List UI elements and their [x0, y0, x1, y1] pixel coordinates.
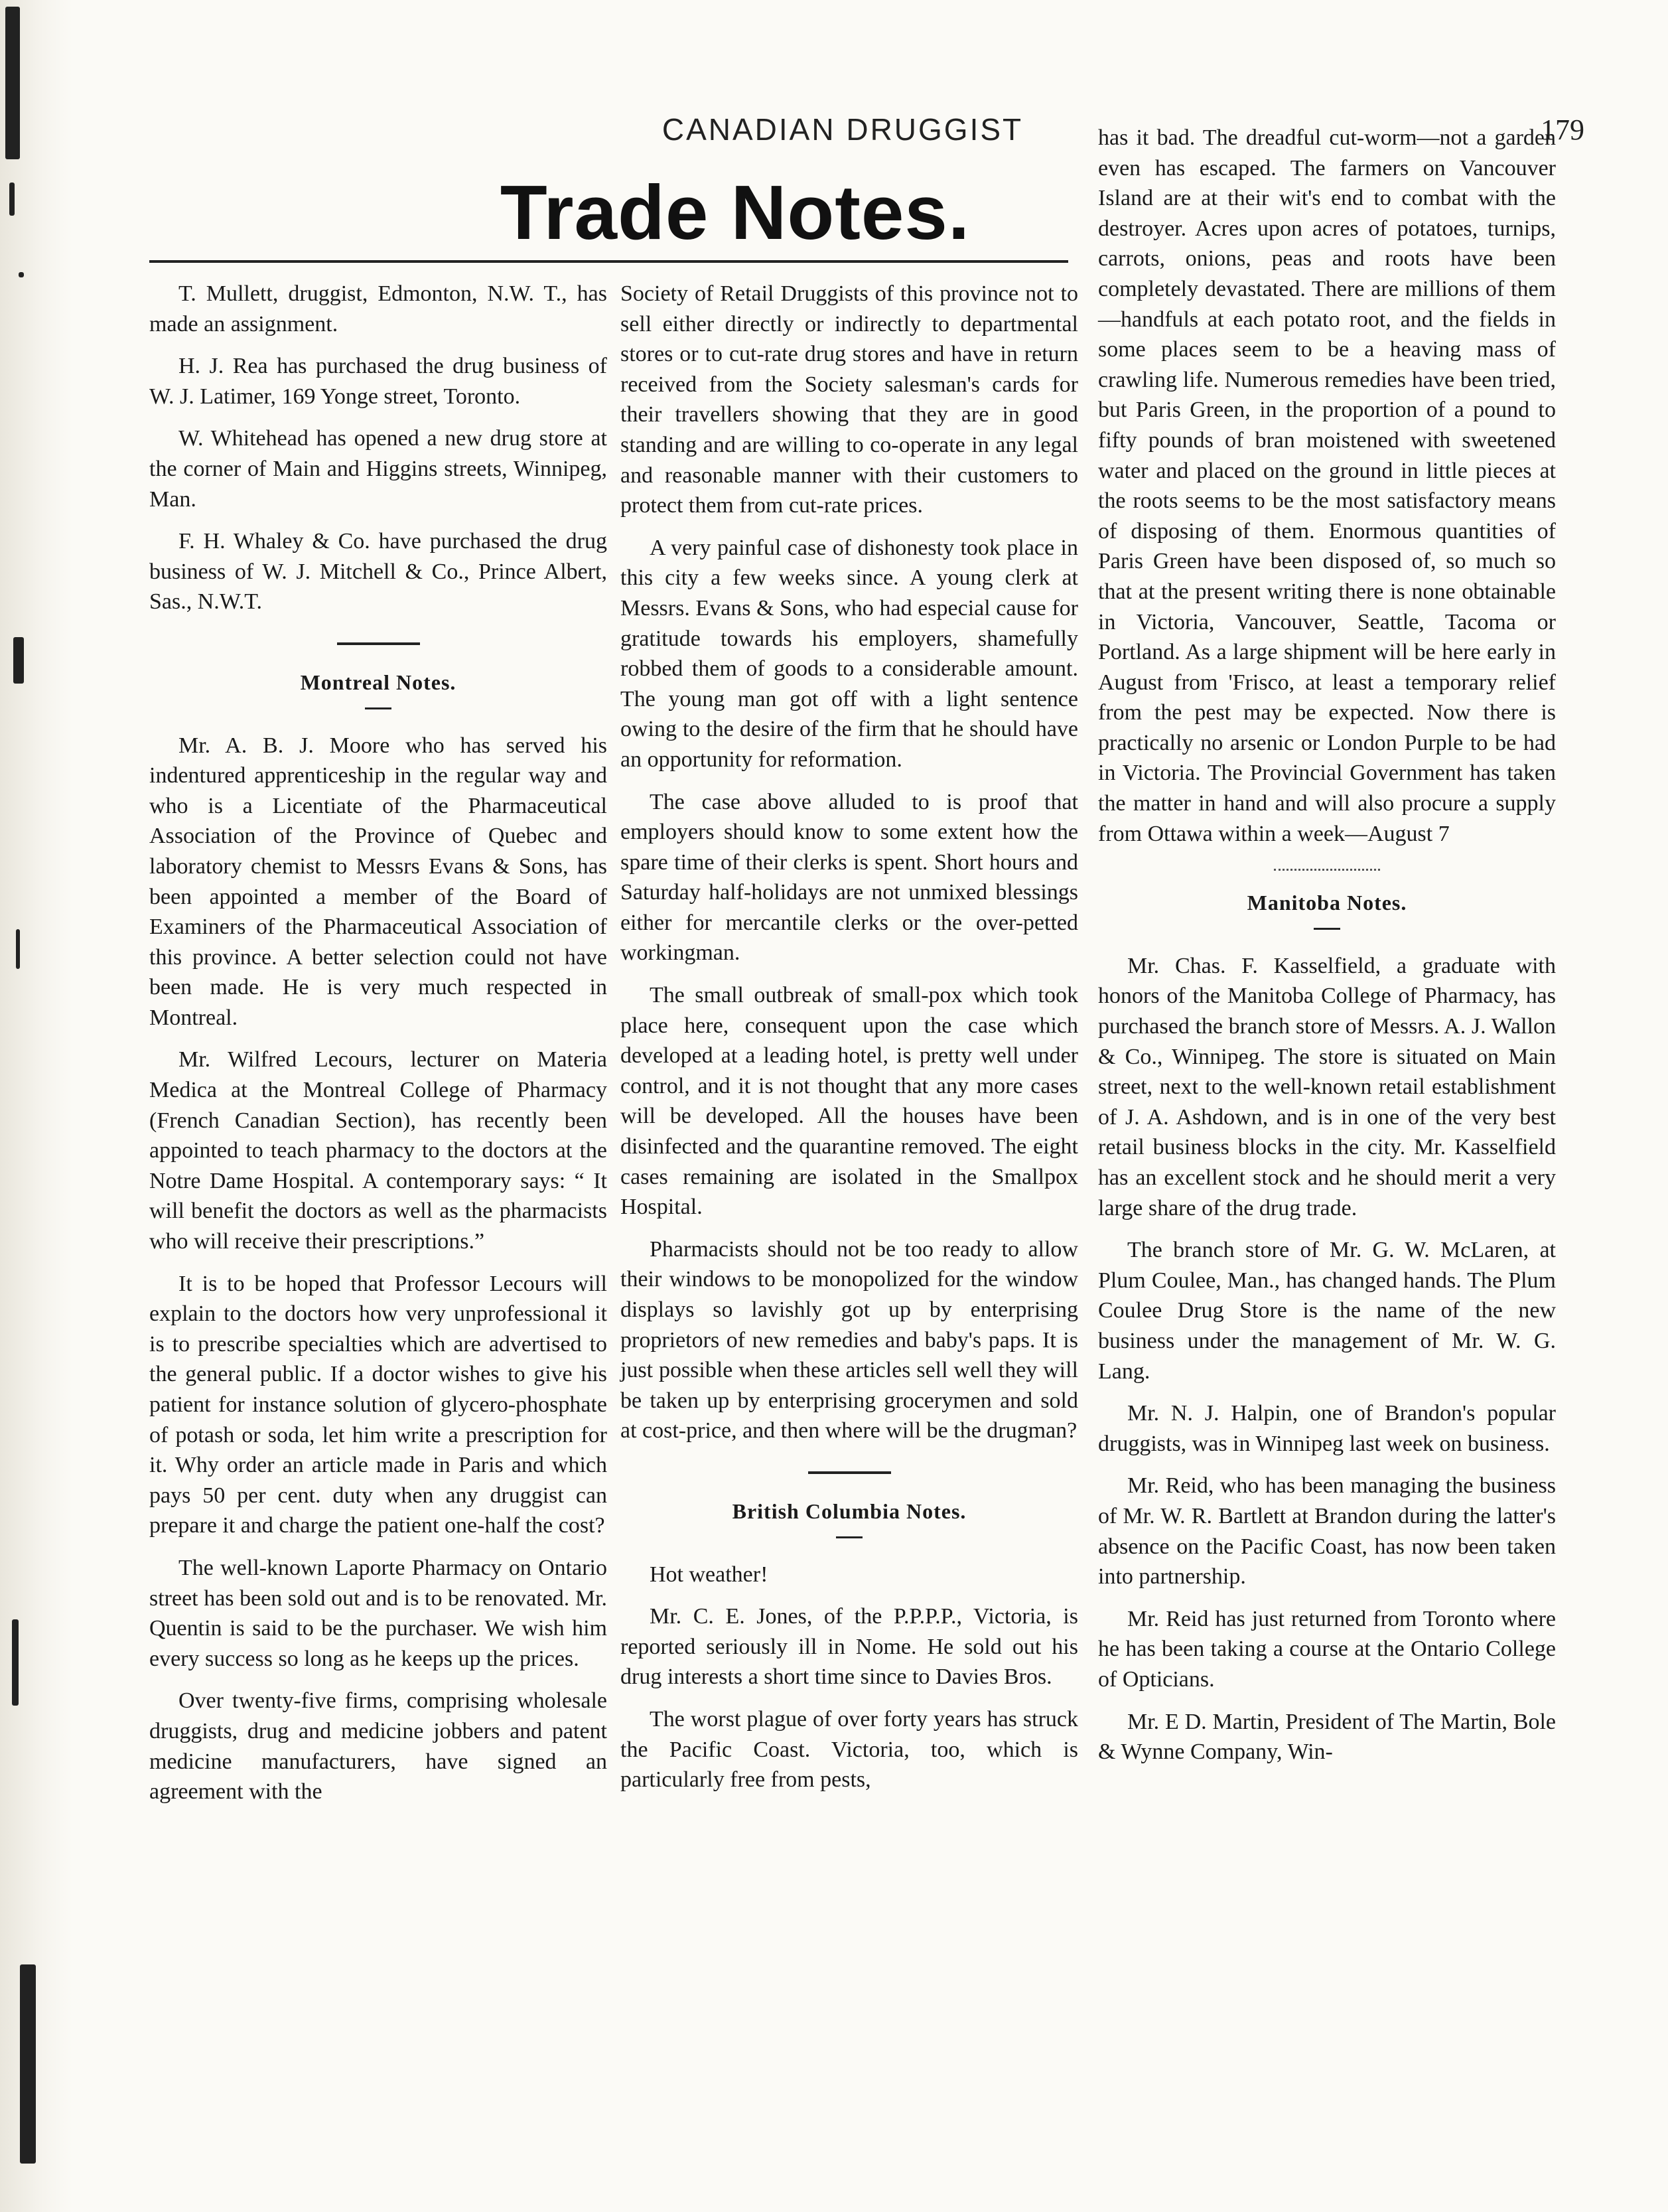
article-paragraph: Pharmacists should not be too ready to allow their windows to be monopolized for the window displays so lavishly got up by enterprising proprietors of new remedies and baby's paps. It is just possible when these articles sell well they will be taken up by enterprising grocerymen and sold at cost-price, and then where will be the drugman? [620, 1236, 1078, 1443]
edge-mark [12, 1619, 19, 1706]
edge-mark [16, 929, 20, 969]
section-divider [337, 642, 420, 645]
article-paragraph: The case above alluded to is proof that employers should know to some extent how the spare time of their clerks is spent. Short hours and Saturday half-holidays are not unmixed blessings either for mercantile clerks or the over-petted workingman. [620, 789, 1078, 966]
page-number: 179 [1541, 113, 1584, 146]
scan-edge [0, 0, 73, 2212]
article-paragraph: Hot weather! [650, 1562, 768, 1587]
article-paragraph: Mr. Reid, who has been managing the business of Mr. W. R. Bartlett at Brandon during the latter's absence on the Pacific Coast, has now been taken into partnership. [1098, 1473, 1556, 1589]
article-paragraph: H. J. Rea has purchased the drug business of W. J. Latimer, 169 Yonge street, Toronto. [149, 354, 607, 409]
article-paragraph: Mr. N. J. Halpin, one of Brandon's popular druggists, was in Winnipeg last week on business. [1098, 1401, 1556, 1456]
edge-mark [5, 7, 20, 159]
heading-dash [365, 707, 391, 709]
article-paragraph: Mr. Reid has just returned from Toronto where he has been taking a course at the Ontario College of Opticians. [1098, 1606, 1556, 1692]
article-paragraph: The well-known Laporte Pharmacy on Ontario street has been sold out and is to be renovated. Mr. Quentin is said to be the purchaser. We wish him every success so long as he keeps up the prices. [149, 1555, 607, 1671]
section-heading-british-columbia: British Columbia Notes. [732, 1499, 967, 1523]
article-paragraph: W. Whitehead has opened a new drug store at the corner of Main and Higgins streets, Winnipeg, Man. [149, 426, 607, 512]
edge-mark [19, 272, 24, 277]
article-paragraph: Mr. Wilfred Lecours, lecturer on Materia Medica at the Montreal College of Pharmacy (French Canadian Section), has recently been appointed to teach pharmacy to the doctors at the Notre Dame Hospital. A contemporary says: “ It will benefit the doctors as well as the pharmacists who will receive their prescriptions.” [149, 1047, 607, 1254]
column-2 [620, 279, 1078, 1807]
edge-mark [9, 183, 15, 216]
page-title: Trade Notes. [500, 169, 971, 256]
heading-dash [836, 1536, 863, 1538]
article-paragraph: The worst plague of over forty years has struck the Pacific Coast. Victoria, too, which is particularly free from pests, [620, 1706, 1078, 1793]
title-rule [149, 260, 1068, 263]
edge-mark [20, 1964, 36, 2164]
column-3 [1098, 123, 1556, 1779]
heading-dash [1314, 928, 1340, 930]
running-head: CANADIAN DRUGGIST [661, 112, 1024, 147]
article-paragraph: Mr. C. E. Jones, of the P.P.P.P., Victoria, is reported seriously ill in Nome. He sold out his drug interests a short time since to Davies Bros. [620, 1604, 1078, 1690]
section-divider [1274, 869, 1380, 871]
article-paragraph: It is to be hoped that Professor Lecours will explain to the doctors how very unprofessional it is to prescribe specialties which are advertised to the general public. If a doctor wishes to give his patient for instance solution of glycero-phosphate of potash or soda, let him write a prescription for it. Why order an article made in Paris and which pays 50 per cent. duty when any druggist can prepare it and charge the patient one-half the cost? [149, 1271, 607, 1538]
article-paragraph: The branch store of Mr. G. W. McLaren, at Plum Coulee, Man., has changed hands. The Plum Coulee Drug Store is the name of the new business under the management of Mr. W. G. Lang. [1098, 1238, 1556, 1384]
article-paragraph: Mr. Chas. F. Kasselfield, a graduate with honors of the Manitoba College of Pharmacy, has purchased the branch store of Messrs. A. J. Wallon & Co., Winnipeg. The store is situated on Main street, next to the well-known retail establishment of J. A. Ashdown, and is in one of the very best retail business blocks in the city. Mr. Kasselfield has an excellent stock and he should merit a very large share of the drug trade. [1098, 953, 1556, 1220]
article-paragraph: F. H. Whaley & Co. have purchased the drug business of W. J. Mitchell & Co., Prince Albert, Sas., N.W.T. [149, 529, 607, 615]
article-paragraph: A very painful case of dishonesty took place in this city a few weeks since. A young clerk at Messrs. Evans & Sons, who had especial cause for gratitude towards his employers, shamefully robbed them of goods to a considerable amount. The young man got off with a light sentence owing to the desire of the firm that he should have an opportunity for reformation. [620, 535, 1078, 772]
section-heading-montreal: Montreal Notes. [300, 670, 456, 694]
article-paragraph: The small outbreak of small-pox which took place here, consequent upon the case which developed at a leading hotel, is pretty well under control, and it is not thought that any more cases will be developed. All the houses have been disinfected and the quarantine removed. The eight cases remaining are isolated in the Smallpox Hospital. [620, 983, 1078, 1220]
article-paragraph: Over twenty-five firms, comprising wholesale druggists, drug and medicine jobbers and patent medicine manufacturers, have signed an agreement with the [149, 1688, 607, 1805]
article-paragraph: Mr. A. B. J. Moore who has served his indentured apprenticeship in the regular way and who is a Licentiate of the Pharmaceutical Association of the Province of Quebec and laboratory chemist to Messrs Evans & Sons, has been appointed a member of the Board of Examiners of the Pharmaceutical Association of this province. A better selection could not have been made. He is very much respected in Montreal. [149, 733, 607, 1030]
article-paragraph: Mr. E D. Martin, President of The Martin, Bole & Wynne Company, Win- [1098, 1709, 1556, 1765]
edge-mark [13, 637, 24, 684]
column-1 [149, 279, 607, 1819]
section-heading-manitoba: Manitoba Notes. [1247, 891, 1407, 915]
section-divider [808, 1471, 891, 1474]
article-paragraph: has it bad. The dreadful cut-worm—not a garden even has escaped. The farmers on Vancouver Island are at their wit's end to combat with the destroyer. Acres upon acres of potatoes, turnips, carrots, onions, peas and roots have been completely devastated. There are millions of them—handfuls at each potato root, and the fields in some places seem to be a heaving mass of crawling life. Numerous remedies have been tried, but Paris Green, in the proportion of a pound to fifty pounds of bran moistened with sweetened water and placed on the ground in little pieces at the roots seems to be the most satisfactory means of disposing of them. Enormous quantities of Paris Green have been disposed of, so much so that at the present writing there is none obtainable in Victoria, Vancouver, Seattle, Tacoma or Portland. As a large shipment will be here early in August from 'Frisco, at least a temporary relief from the pest may be expected. Now there is practically no arsenic or London Purple to be had in Victoria. The Provincial Government has taken the matter in hand and will also procure a supply from Ottawa within a week—August 7 [1098, 125, 1556, 846]
article-paragraph: Society of Retail Druggists of this province not to sell either directly or indirectly to departmental stores or to cut-rate drug stores and have in return received from the Society salesman's cards for their travellers showing that they are in good standing and are willing to co-operate in any legal and reasonable manner with their customers to protect them from cut-rate prices. [620, 281, 1078, 518]
article-paragraph: T. Mullett, druggist, Edmonton, N.W. T., has made an assignment. [149, 281, 607, 336]
